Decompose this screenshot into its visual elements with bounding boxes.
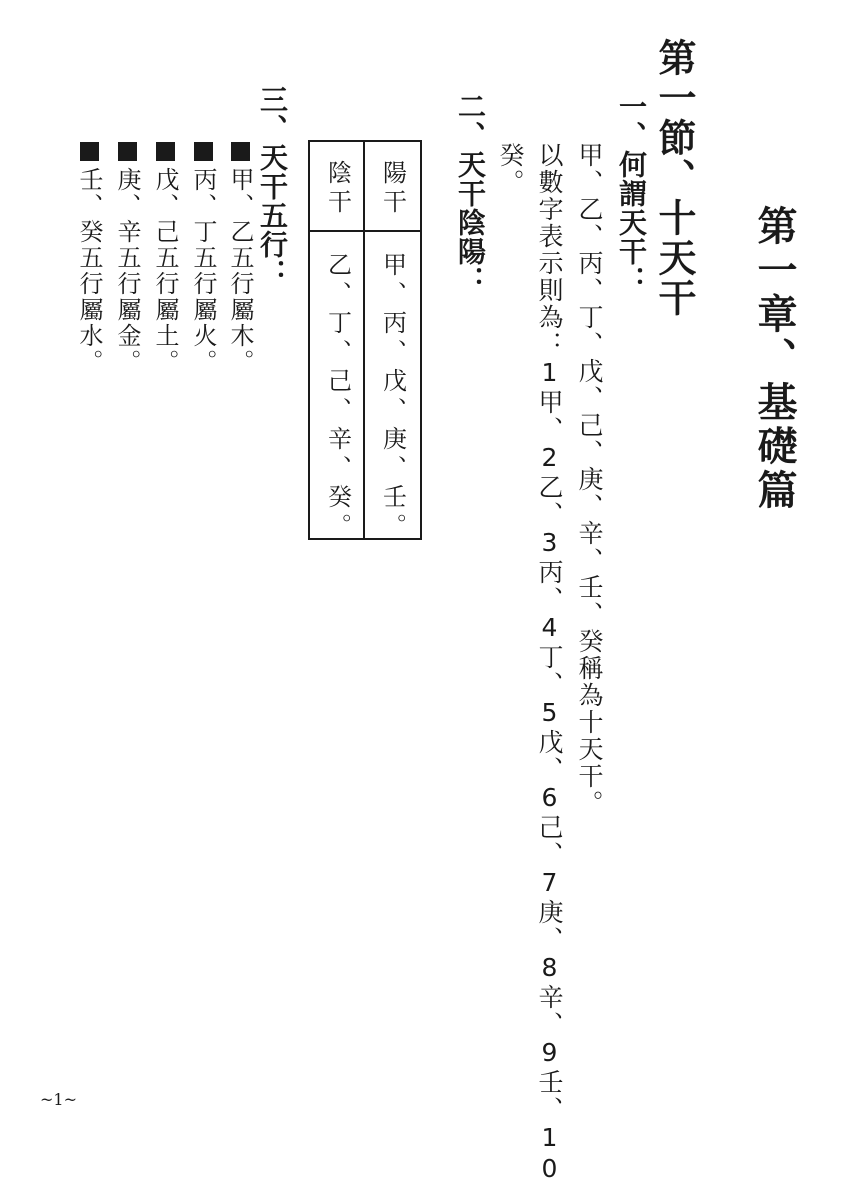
list-item-text: 壬、癸五行屬水。 bbox=[75, 167, 103, 375]
list-item-text: 戊、己五行屬土。 bbox=[151, 167, 179, 375]
list-item bbox=[191, 142, 215, 375]
yin-value: 乙、丁、己、辛、癸。 bbox=[323, 252, 352, 542]
list-item bbox=[77, 142, 101, 375]
yin-label: 陰干 bbox=[323, 160, 352, 218]
list-item-text: 丙、丁五行屬火。 bbox=[189, 167, 217, 375]
body-text-line: 癸。 bbox=[496, 142, 525, 196]
body-text-line: 以數字表示則為：1甲、2乙、3丙、4丁、5戊、6己、7庚、8辛、9壬、10 bbox=[535, 142, 564, 1185]
list-item-text: 庚、辛五行屬金。 bbox=[113, 167, 141, 375]
yin-column bbox=[310, 142, 365, 542]
section-title: 第一節、十天干 bbox=[652, 38, 696, 318]
list-item-text: 甲、乙五行屬木。 bbox=[226, 167, 254, 375]
yang-label: 陽干 bbox=[378, 160, 407, 218]
list-item bbox=[115, 142, 139, 375]
table-divider bbox=[310, 230, 420, 232]
yinyang-table bbox=[308, 140, 422, 540]
bullet-square-icon bbox=[118, 142, 137, 161]
bullet-square-icon bbox=[231, 142, 250, 161]
subheading-tiangan-wuxing: 三、天干五行： bbox=[256, 85, 289, 288]
subheading-tiangan-yinyang: 二、天干陰陽： bbox=[454, 92, 487, 295]
list-item bbox=[153, 142, 177, 375]
bullet-square-icon bbox=[80, 142, 99, 161]
chapter-title: 第一章、基礎篇 bbox=[751, 205, 797, 513]
yang-value: 甲、丙、戊、庚、壬。 bbox=[378, 252, 407, 542]
bullet-square-icon bbox=[156, 142, 175, 161]
body-text-line: 甲、乙、丙、丁、戊、己、庚、辛、壬、癸稱為十天干。 bbox=[575, 142, 604, 817]
yang-column bbox=[363, 142, 420, 542]
bullet-square-icon bbox=[194, 142, 213, 161]
page-number: ~1~ bbox=[40, 1090, 77, 1109]
list-item bbox=[228, 142, 252, 375]
subheading-what-is-tiangan: 一、何謂天干： bbox=[615, 92, 648, 295]
